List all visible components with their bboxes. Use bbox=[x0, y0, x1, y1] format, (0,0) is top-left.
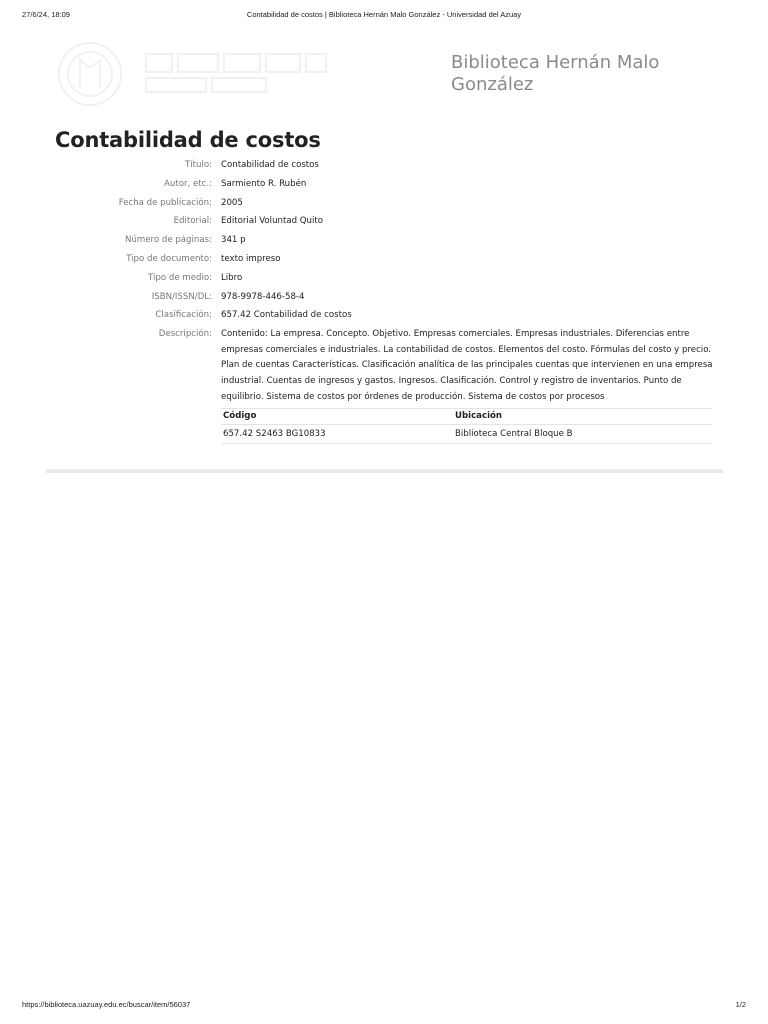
field-label: Número de páginas: bbox=[125, 235, 212, 246]
field-page-count bbox=[46, 233, 722, 249]
field-label: Tipo de medio: bbox=[148, 272, 212, 283]
field-value: 657.42 Contabilidad de costos bbox=[221, 310, 352, 321]
field-label: Descripción: bbox=[158, 329, 212, 340]
print-page-title: Contabilidad de costos | Biblioteca Hernán Malo González - Universidad del Azuay bbox=[246, 10, 522, 19]
field-value: Contabilidad de costos bbox=[221, 160, 319, 170]
field-value: texto impreso bbox=[221, 253, 281, 264]
field-label: Fecha de publicación: bbox=[118, 197, 212, 208]
content-divider bbox=[46, 469, 723, 473]
print-timestamp: 27/6/24, 18:09 bbox=[22, 10, 70, 19]
field-value: 341 p bbox=[221, 235, 246, 246]
print-header bbox=[22, 10, 746, 24]
holding-location: Biblioteca Central Bloque B bbox=[453, 425, 712, 444]
field-value: 2005 bbox=[221, 197, 243, 208]
field-description bbox=[46, 327, 722, 405]
record-detail bbox=[46, 128, 722, 444]
field-label: Título: bbox=[185, 160, 212, 170]
field-value: Sarmiento R. Rubén bbox=[221, 178, 307, 189]
holding-code: 657.42 S2463 BG10833 bbox=[221, 425, 453, 444]
site-header bbox=[46, 34, 722, 114]
holdings-header-row bbox=[221, 409, 712, 425]
column-header-location: Ubicación bbox=[453, 409, 712, 425]
field-title bbox=[46, 158, 722, 174]
field-media-type bbox=[46, 271, 722, 287]
field-value: Editorial Voluntad Quito bbox=[221, 216, 324, 227]
field-publication-date bbox=[46, 196, 722, 212]
record-title: Contabilidad de costos bbox=[55, 128, 321, 152]
print-page-number: 1/2 bbox=[735, 1000, 746, 1009]
field-author bbox=[46, 177, 722, 193]
holdings-table bbox=[221, 408, 712, 444]
field-value: Contenido: La empresa. Concepto. Objetivo. Empresas comerciales. Empresas industriales. Diferencias entre empresas comerciales e industriales. La contabilidad de costos. Elementos del costo. Fórmulas del costo y precio. Plan de cuentas Características. Clasificación analítica de las principales cuentas que intervienen en una empresa industrial. Cuentas de ingresos y gastos. Ingresos. Clasificación. Control y registro de inventarios. Punto de equilibrio. Sistema de costos por órdenes de producción. Sistema de costos por procesos bbox=[221, 329, 713, 402]
field-value: Libro bbox=[221, 272, 243, 283]
field-label: Autor, etc.: bbox=[164, 178, 212, 189]
field-label: Clasificación: bbox=[155, 310, 212, 321]
university-logo-icon[interactable] bbox=[54, 38, 354, 110]
print-footer bbox=[22, 1000, 746, 1012]
field-publisher bbox=[46, 214, 722, 230]
field-label: Tipo de documento: bbox=[126, 253, 212, 264]
field-label: Editorial: bbox=[173, 216, 212, 227]
field-document-type bbox=[46, 252, 722, 268]
field-value: 978-9978-446-58-4 bbox=[221, 291, 305, 302]
column-header-code: Código bbox=[221, 409, 453, 425]
field-classification bbox=[46, 308, 722, 324]
field-label: ISBN/ISSN/DL: bbox=[151, 291, 212, 302]
field-isbn bbox=[46, 290, 722, 306]
table-row bbox=[221, 425, 712, 444]
library-brand-name[interactable]: Biblioteca Hernán Malo González bbox=[451, 52, 660, 95]
print-page-url: https://biblioteca.uazuay.edu.ec/buscar/item/56037 bbox=[22, 1000, 191, 1009]
